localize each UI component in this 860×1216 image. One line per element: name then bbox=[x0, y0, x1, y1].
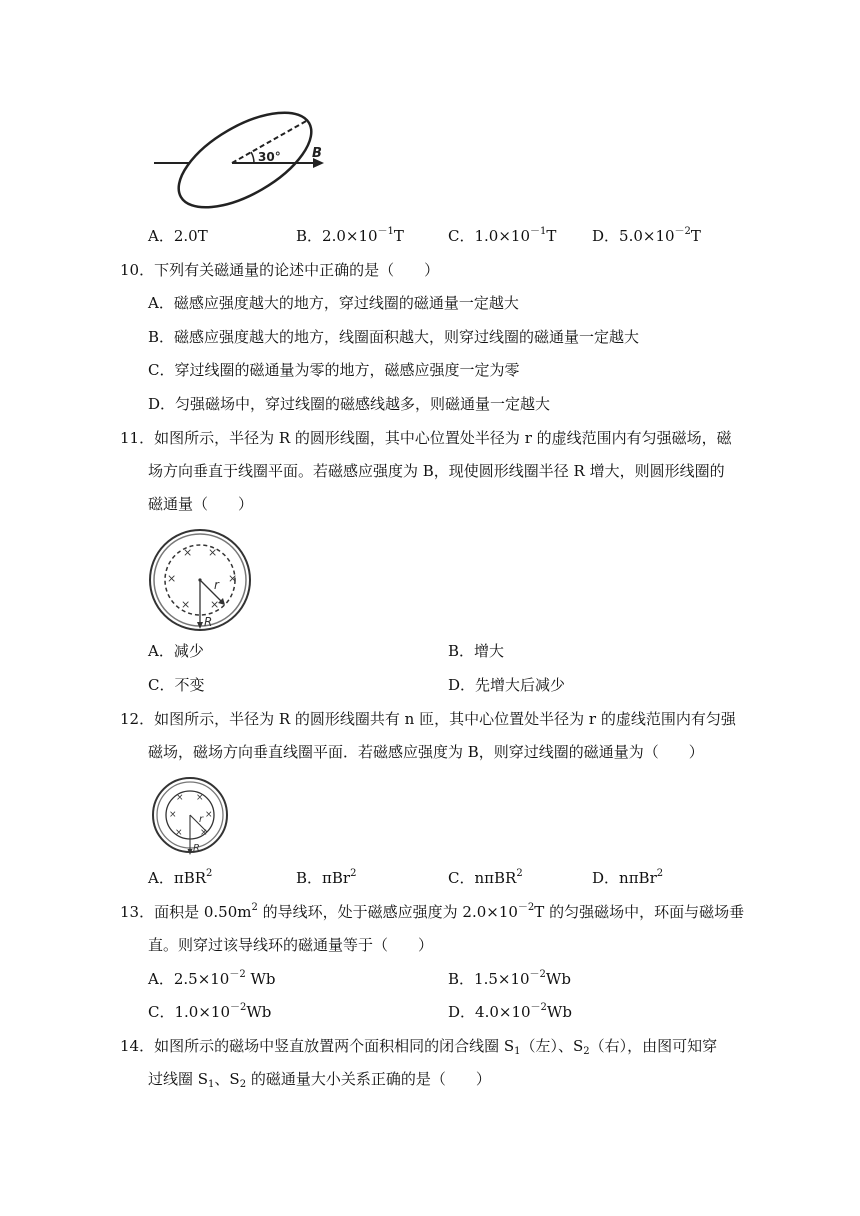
q9-figure bbox=[150, 110, 330, 210]
q11-stem-line-1: 11．如图所示，半径为 R 的圆形线圈，其中心位置处半径为 r 的虚线范围内有匀强磁场，磁 bbox=[120, 429, 732, 447]
q13-option-b[interactable]: B．$1.5\times 10^{-2}Wb$ bbox=[448, 969, 571, 988]
q12-option-a[interactable]: A．πBR$^2$ bbox=[148, 868, 213, 887]
q10-stem: 10．下列有关磁通量的论述中正确的是（ ） bbox=[120, 261, 440, 279]
field-cross-4: × bbox=[205, 810, 213, 820]
q13-stem-line-2: 直。则穿过该导线环的磁通量等于（ ） bbox=[148, 936, 434, 954]
q10-option-c[interactable]: C．穿过线圈的磁通量为零的地方，磁感应强度一定为零 bbox=[148, 361, 520, 379]
q10-option-a[interactable]: A．磁感应强度越大的地方，穿过线圈的磁通量一定越大 bbox=[148, 294, 519, 312]
q13-option-c[interactable]: C．$1.0\times 10^{-2}Wb$ bbox=[148, 1002, 272, 1021]
q12-option-d[interactable]: D．nπBr$^2$ bbox=[592, 868, 664, 887]
q11-option-d[interactable]: D．先增大后减少 bbox=[448, 676, 566, 694]
field-cross-3: × bbox=[167, 572, 177, 585]
field-cross-2: × bbox=[208, 546, 218, 559]
q11-stem-line-2: 场方向垂直于线圈平面。若磁感应强度为 B，现使圆形线圈半径 R 增大，则圆形线圈的 bbox=[148, 462, 725, 480]
radius-r-label: r bbox=[199, 814, 204, 825]
q9-option-b[interactable]: B．$2.0\times 10^{-1}T$ bbox=[296, 226, 404, 245]
field-cross-6: × bbox=[210, 598, 220, 611]
q11-option-a[interactable]: A．减少 bbox=[148, 642, 204, 660]
q13-option-a[interactable]: A．$2.5\times 10^{-2}$ Wb bbox=[148, 969, 276, 988]
field-cross-5: × bbox=[181, 598, 191, 611]
field-cross-3: × bbox=[169, 810, 177, 820]
q11-option-c[interactable]: C．不变 bbox=[148, 676, 205, 694]
radius-R-label: R bbox=[204, 615, 213, 629]
q9-option-a[interactable]: A．2.0T bbox=[148, 227, 208, 245]
q12-figure bbox=[150, 776, 232, 856]
field-cross-4: × bbox=[228, 572, 238, 585]
q12-option-b[interactable]: B．πBr$^2$ bbox=[296, 868, 357, 887]
q14-stem-line-2: 过线圈 $S_1$、$S_2$ 的磁通量大小关系正确的是（ ） bbox=[148, 1070, 491, 1090]
q12-option-c[interactable]: C．nπBR$^2$ bbox=[448, 868, 523, 887]
angle-label: 30° bbox=[258, 150, 281, 164]
angle-arc bbox=[251, 152, 254, 163]
radius-R-label: R bbox=[193, 843, 200, 854]
q10-option-b[interactable]: B．磁感应强度越大的地方，线圈面积越大，则穿过线圈的磁通量一定越大 bbox=[148, 328, 640, 346]
field-label-b: B bbox=[312, 146, 322, 161]
q14-stem-line-1: 14．如图所示的磁场中竖直放置两个面积相同的闭合线圈 $S_1$（左）、$S_2$（右），由图可知穿 bbox=[120, 1037, 718, 1057]
field-cross-5: × bbox=[175, 828, 183, 838]
q13-stem-line-1: 13．面积是 $0.50m^2$ 的导线环，处于磁感应强度为 $2.0\times 10^{-2}T$ 的匀强磁场中，环面与磁场垂 bbox=[120, 902, 745, 921]
field-cross-2: × bbox=[196, 793, 204, 803]
q11-option-b[interactable]: B．增大 bbox=[448, 642, 505, 660]
field-cross-6: × bbox=[200, 828, 208, 838]
q13-option-d[interactable]: D．$4.0\times 10^{-2}Wb$ bbox=[448, 1002, 572, 1021]
field-cross-1: × bbox=[176, 793, 184, 803]
coil-ellipse bbox=[164, 94, 326, 227]
radius-r-label: r bbox=[214, 578, 219, 592]
q11-stem-line-3: 磁通量（ ） bbox=[148, 495, 254, 513]
q12-stem-line-1: 12．如图所示，半径为 R 的圆形线圈共有 n 匝，其中心位置处半径为 r 的虚线范围内有匀强 bbox=[120, 710, 736, 728]
q10-option-d[interactable]: D．匀强磁场中，穿过线圈的磁感线越多，则磁通量一定越大 bbox=[148, 395, 551, 413]
q12-stem-line-2: 磁场，磁场方向垂直线圈平面．若磁感应强度为 B，则穿过线圈的磁通量为（ ） bbox=[148, 743, 704, 761]
q11-figure bbox=[148, 528, 252, 632]
field-cross-1: × bbox=[183, 546, 193, 559]
q9-option-d[interactable]: D．$5.0\times 10^{-2}T$ bbox=[592, 226, 701, 245]
q9-option-c[interactable]: C．$1.0\times 10^{-1}T$ bbox=[448, 226, 557, 245]
